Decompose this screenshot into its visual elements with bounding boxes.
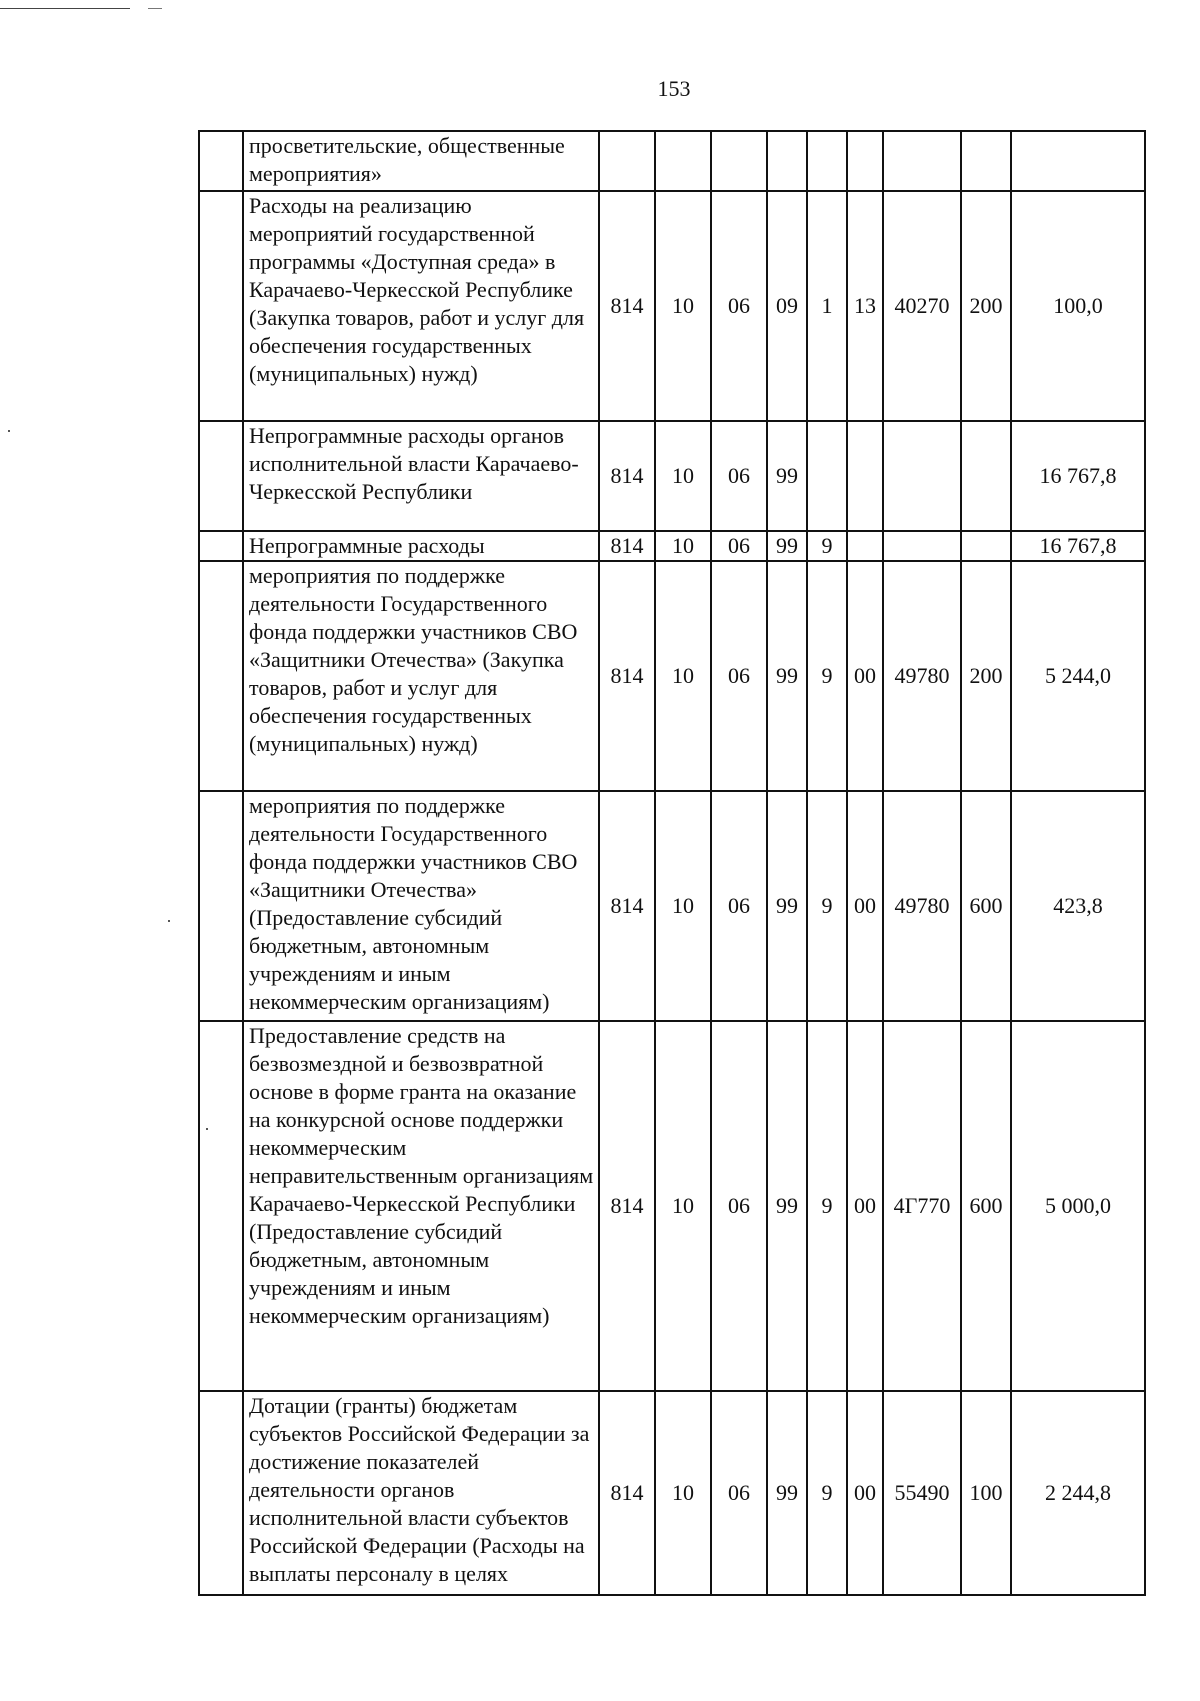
rz-cell <box>655 131 711 191</box>
tsst3-cell <box>847 131 883 191</box>
tsst3-cell: 00 <box>847 1391 883 1595</box>
tsst3-cell: 00 <box>847 791 883 1021</box>
description-cell: Расходы на реализацию мероприятий государственной программы «Доступная среда» в Карачаево-Черкесской Республике (Закупка товаров, работ и услуг для обеспечения государственных (муниципальных) нужд) <box>243 191 599 421</box>
tsst2-cell: 9 <box>807 1021 847 1391</box>
tsst1-cell: 99 <box>767 791 807 1021</box>
tsst1-cell: 99 <box>767 1391 807 1595</box>
pr-cell: 06 <box>711 531 767 561</box>
table-row <box>199 131 1145 191</box>
description-cell: мероприятия по поддержке деятельности Государственного фонда поддержки участников СВО «Защитники Отечества» (Закупка товаров, работ и услуг для обеспечения государственных (муниципальных) нужд) <box>243 561 599 791</box>
vr-cell <box>961 131 1011 191</box>
grbs-cell: 814 <box>599 531 655 561</box>
vr-cell: 100 <box>961 1391 1011 1595</box>
scan-top-rule-fragment <box>148 8 162 9</box>
grbs-cell: 814 <box>599 1021 655 1391</box>
grbs-cell: 814 <box>599 561 655 791</box>
index-cell <box>199 421 243 531</box>
amount-cell: 5 000,0 <box>1011 1021 1145 1391</box>
amount-cell: 100,0 <box>1011 191 1145 421</box>
grbs-cell <box>599 131 655 191</box>
vr-cell: 600 <box>961 1021 1011 1391</box>
pr-cell: 06 <box>711 1021 767 1391</box>
tsst3-cell: 00 <box>847 561 883 791</box>
tsst2-cell <box>807 131 847 191</box>
pr-cell: 06 <box>711 1391 767 1595</box>
tsst3-cell <box>847 421 883 531</box>
tsst2-cell: 9 <box>807 531 847 561</box>
amount-cell: 16 767,8 <box>1011 531 1145 561</box>
index-cell <box>199 131 243 191</box>
tsst2-cell: 1 <box>807 191 847 421</box>
tsst4-cell: 4Г770 <box>883 1021 961 1391</box>
amount-cell <box>1011 131 1145 191</box>
tsst4-cell: 40270 <box>883 191 961 421</box>
index-cell <box>199 191 243 421</box>
pr-cell: 06 <box>711 421 767 531</box>
table-row <box>199 1021 1145 1391</box>
grbs-cell: 814 <box>599 1391 655 1595</box>
amount-cell: 16 767,8 <box>1011 421 1145 531</box>
amount-cell: 5 244,0 <box>1011 561 1145 791</box>
rz-cell: 10 <box>655 561 711 791</box>
pr-cell: 06 <box>711 561 767 791</box>
rz-cell: 10 <box>655 1021 711 1391</box>
tsst2-cell <box>807 421 847 531</box>
pr-cell: 06 <box>711 191 767 421</box>
amount-cell: 2 244,8 <box>1011 1391 1145 1595</box>
tsst4-cell: 49780 <box>883 561 961 791</box>
tsst4-cell <box>883 531 961 561</box>
tsst2-cell: 9 <box>807 561 847 791</box>
tsst3-cell: 00 <box>847 1021 883 1391</box>
tsst1-cell: 99 <box>767 561 807 791</box>
tsst2-cell: 9 <box>807 1391 847 1595</box>
tsst4-cell <box>883 131 961 191</box>
index-cell <box>199 561 243 791</box>
scan-speck <box>168 920 170 922</box>
tsst4-cell <box>883 421 961 531</box>
vr-cell: 200 <box>961 561 1011 791</box>
index-cell <box>199 1391 243 1595</box>
vr-cell <box>961 531 1011 561</box>
rz-cell: 10 <box>655 791 711 1021</box>
amount-cell: 423,8 <box>1011 791 1145 1021</box>
tsst1-cell: 99 <box>767 1021 807 1391</box>
pr-cell: 06 <box>711 791 767 1021</box>
rz-cell: 10 <box>655 1391 711 1595</box>
page-number: 153 <box>657 76 691 101</box>
table-body <box>199 131 1145 1595</box>
rz-cell: 10 <box>655 531 711 561</box>
table-row <box>199 791 1145 1021</box>
tsst1-cell: 09 <box>767 191 807 421</box>
grbs-cell: 814 <box>599 191 655 421</box>
description-cell: Предоставление средств на безвозмездной и безвозвратной основе в форме гранта на оказание на конкурсной основе поддержки некоммерческим неправительственным организациям Карачаево-Черкесской Республики (Предоставление субсидий бюджетным, автономным учреждениям и иным некоммерческим организациям) <box>243 1021 599 1391</box>
description-cell: Дотации (гранты) бюджетам субъектов Российской Федерации за достижение показателей деятельности органов исполнительной власти субъектов Российской Федерации (Расходы на выплаты персоналу в целях <box>243 1391 599 1595</box>
table-row <box>199 531 1145 561</box>
vr-cell: 600 <box>961 791 1011 1021</box>
index-cell <box>199 1021 243 1391</box>
table-row <box>199 191 1145 421</box>
table-row <box>199 561 1145 791</box>
description-cell: Непрограммные расходы <box>243 531 599 561</box>
tsst2-cell: 9 <box>807 791 847 1021</box>
tsst3-cell: 13 <box>847 191 883 421</box>
table-row <box>199 421 1145 531</box>
description-cell: просветительские, общественные мероприятия» <box>243 131 599 191</box>
description-cell: Непрограммные расходы органов исполнительной власти Карачаево-Черкесской Республики <box>243 421 599 531</box>
tsst4-cell: 55490 <box>883 1391 961 1595</box>
tsst1-cell: 99 <box>767 421 807 531</box>
rz-cell: 10 <box>655 191 711 421</box>
tsst4-cell: 49780 <box>883 791 961 1021</box>
table-row <box>199 1391 1145 1595</box>
tsst1-cell <box>767 131 807 191</box>
rz-cell: 10 <box>655 421 711 531</box>
scan-top-rule <box>0 8 130 9</box>
tsst3-cell <box>847 531 883 561</box>
index-cell <box>199 791 243 1021</box>
grbs-cell: 814 <box>599 791 655 1021</box>
index-cell <box>199 531 243 561</box>
scan-speck <box>8 430 10 432</box>
grbs-cell: 814 <box>599 421 655 531</box>
tsst1-cell: 99 <box>767 531 807 561</box>
pr-cell <box>711 131 767 191</box>
description-cell: мероприятия по поддержке деятельности Государственного фонда поддержки участников СВО «Защитники Отечества» (Предоставление субсидий бюджетным, автономным учреждениям и иным некоммерческим организациям) <box>243 791 599 1021</box>
vr-cell: 200 <box>961 191 1011 421</box>
vr-cell <box>961 421 1011 531</box>
budget-table <box>198 130 1146 1596</box>
